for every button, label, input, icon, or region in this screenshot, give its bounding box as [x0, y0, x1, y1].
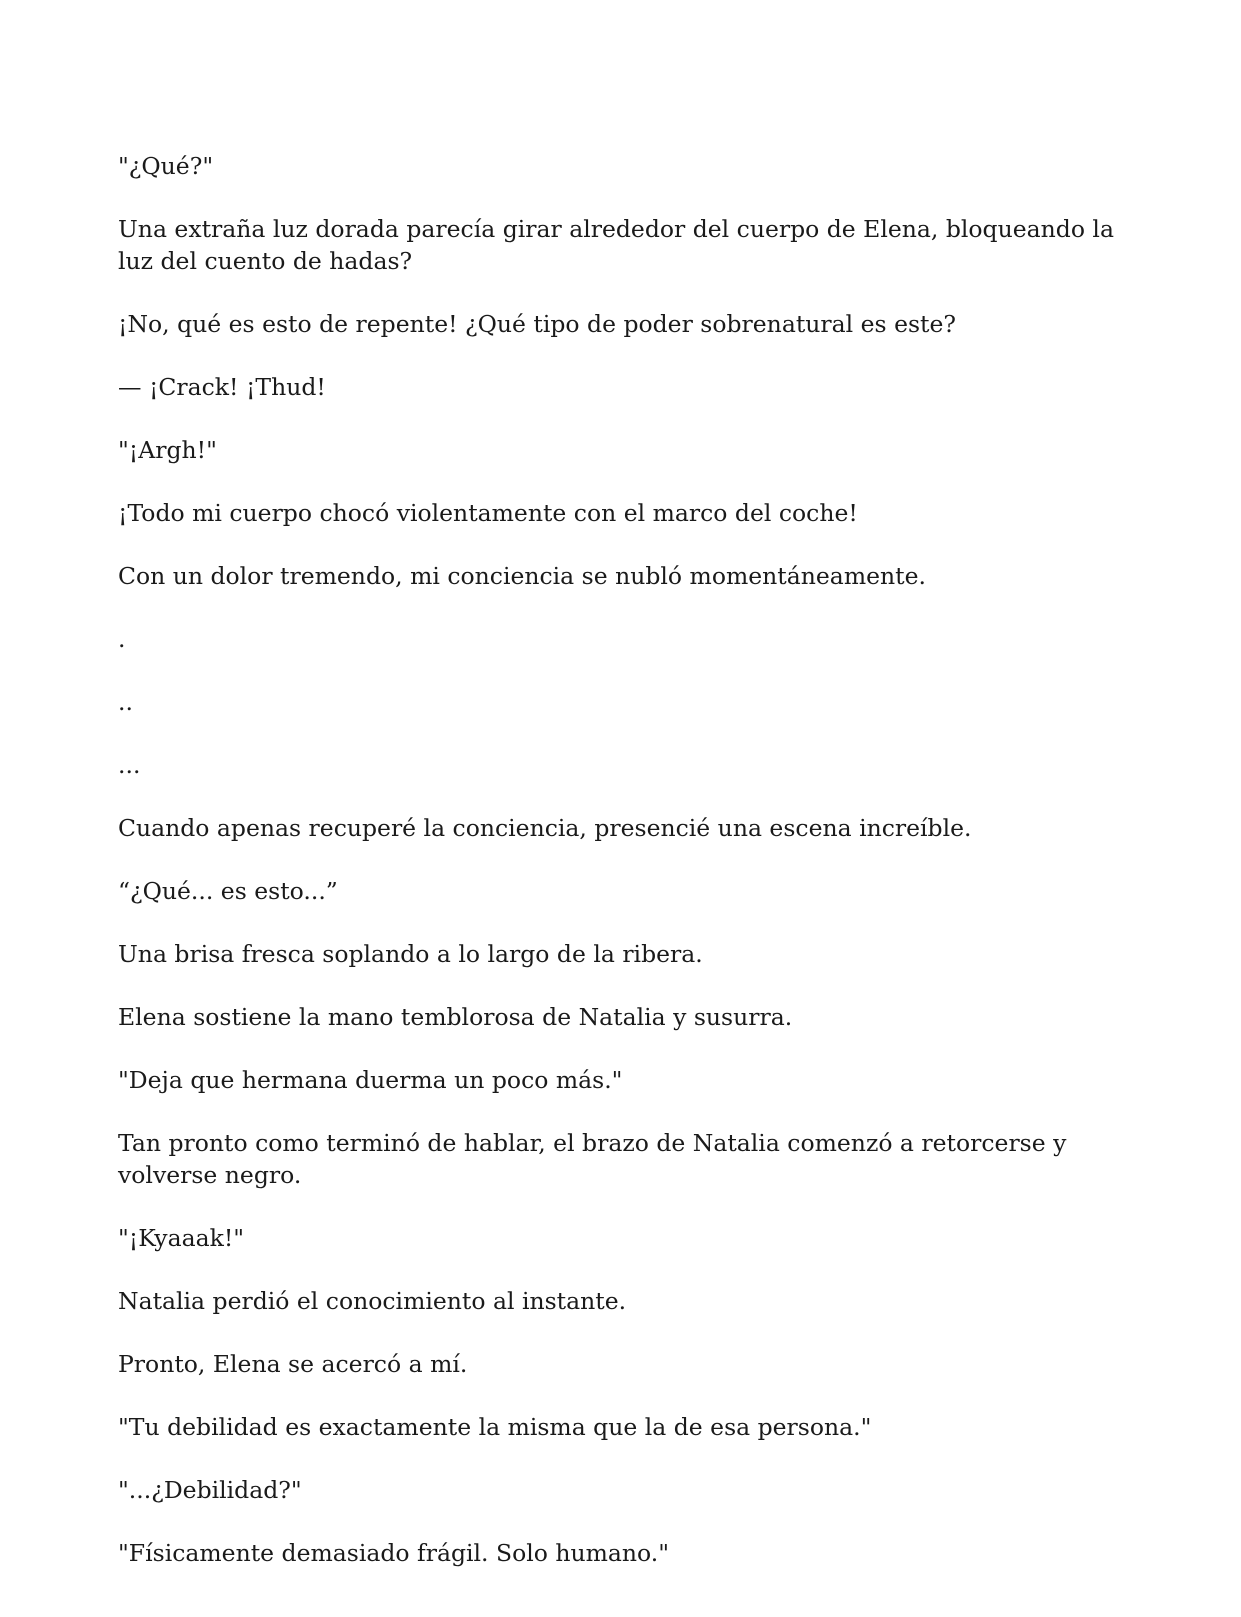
paragraph: Una extraña luz dorada parecía girar alrededor del cuerpo de Elena, bloqueando la luz del cuento de hadas? [118, 215, 1122, 275]
paragraph: "¿Qué?" [118, 152, 214, 180]
paragraph: Elena sostiene la mano temblorosa de Natalia y susurra. [118, 1003, 793, 1031]
paragraph: Pronto, Elena se acercó a mí. [118, 1350, 468, 1378]
paragraph: "Tu debilidad es exactamente la misma que la de esa persona." [118, 1413, 872, 1441]
paragraph: Natalia perdió el conocimiento al instante. [118, 1287, 627, 1315]
paragraph: Una brisa fresca soplando a lo largo de la ribera. [118, 940, 703, 968]
ellipsis-line: .. [118, 688, 133, 716]
paragraph: Tan pronto como terminó de hablar, el brazo de Natalia comenzó a retorcerse y volverse negro. [118, 1129, 1074, 1189]
paragraph: Cuando apenas recuperé la conciencia, presencié una escena increíble. [118, 814, 972, 842]
paragraph: ¡Todo mi cuerpo chocó violentamente con el marco del coche! [118, 499, 858, 527]
ellipsis-line: ... [118, 751, 141, 779]
paragraph: Con un dolor tremendo, mi conciencia se nubló momentáneamente. [118, 562, 926, 590]
paragraph: ¡No, qué es esto de repente! ¿Qué tipo de poder sobrenatural es este? [118, 310, 956, 338]
paragraph: — ¡Crack! ¡Thud! [118, 373, 326, 401]
paragraph: “¿Qué... es esto...” [118, 877, 338, 905]
paragraph: "¡Argh!" [118, 436, 217, 464]
paragraph: "¡Kyaaak!" [118, 1224, 245, 1252]
document-body [118, 150, 1128, 1600]
paragraph: "Físicamente demasiado frágil. Solo humano." [118, 1539, 670, 1567]
paragraph: "...¿Debilidad?" [118, 1476, 302, 1504]
paragraph: "Deja que hermana duerma un poco más." [118, 1066, 623, 1094]
ellipsis-line: . [118, 625, 126, 653]
